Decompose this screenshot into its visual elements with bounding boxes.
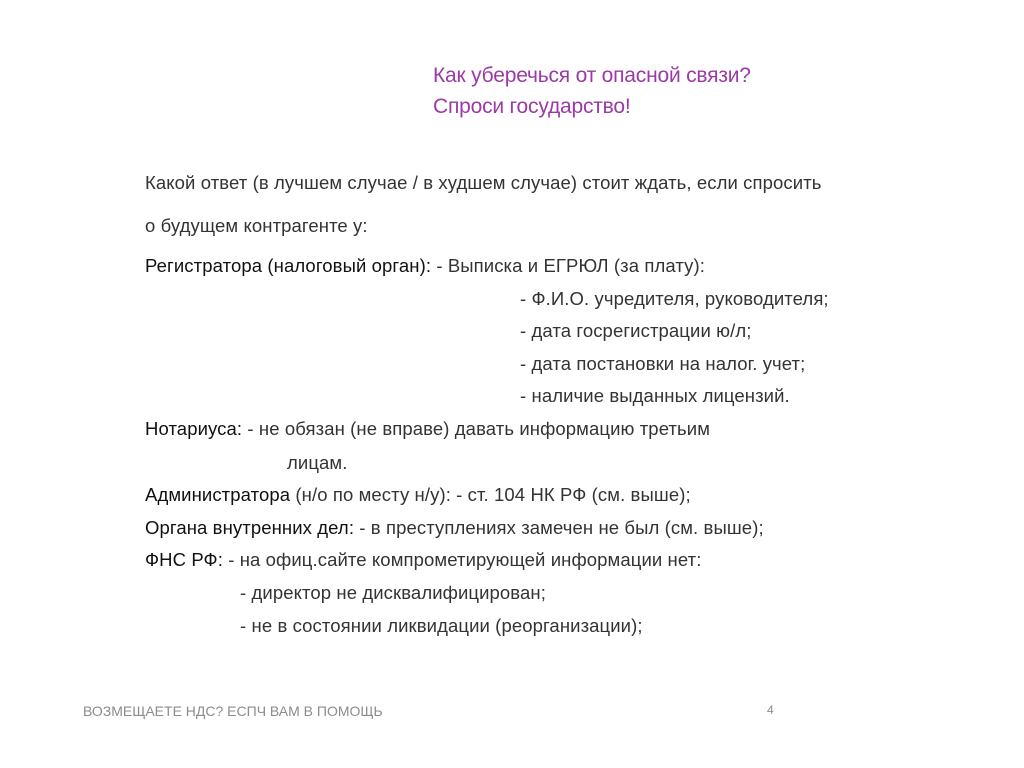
admin-line	[145, 484, 691, 506]
slide-title	[433, 60, 751, 122]
registrar-line	[145, 255, 705, 277]
footer-text: ВОЗМЕЩАЕТЕ НДС? ЕСПЧ ВАМ В ПОМОЩЬ	[83, 703, 383, 719]
fns-item: - директор не дисквалифицирован;	[240, 582, 546, 603]
notary-text: - не обязан (не вправе) давать информацию третьим	[242, 418, 711, 439]
registrar-text: - Выписка и ЕГРЮЛ (за плату):	[431, 255, 705, 276]
title-line-1: Как уберечься от опасной связи?	[433, 64, 751, 87]
notary-label: Нотариуса:	[145, 418, 243, 439]
registrar-item: - дата госрегистрации ю/л;	[520, 320, 752, 341]
registrar-label: Регистратора (налоговый орган):	[145, 255, 432, 276]
fns-item: - не в состоянии ликвидации (реорганизации);	[240, 615, 643, 636]
police-label: Органа внутренних дел:	[145, 517, 355, 538]
registrar-item: - наличие выданных лицензий.	[520, 385, 790, 406]
registrar-item: - Ф.И.О. учредителя, руководителя;	[520, 288, 829, 309]
fns-label: ФНС РФ:	[145, 549, 223, 570]
page-number: 4	[767, 703, 774, 717]
admin-label: Администратора	[145, 484, 291, 505]
registrar-item: - дата постановки на налог. учет;	[520, 353, 806, 374]
fns-line	[145, 549, 701, 571]
title-line-2: Спроси государство!	[433, 95, 631, 118]
notary-line	[145, 418, 710, 440]
fns-text: - на офиц.сайте компрометирующей информации нет:	[222, 549, 702, 570]
notary-continuation: лицам.	[287, 452, 348, 473]
admin-text: (н/о по месту н/у): - ст. 104 НК РФ (см. выше);	[290, 484, 691, 505]
police-text: - в преступлениях замечен не был (см. выше);	[354, 517, 764, 538]
police-line	[145, 517, 764, 539]
intro-line-2: о будущем контрагенте у:	[145, 215, 368, 236]
intro-line-1: Какой ответ (в лучшем случае / в худшем случае) стоит ждать, если спросить	[145, 172, 822, 193]
